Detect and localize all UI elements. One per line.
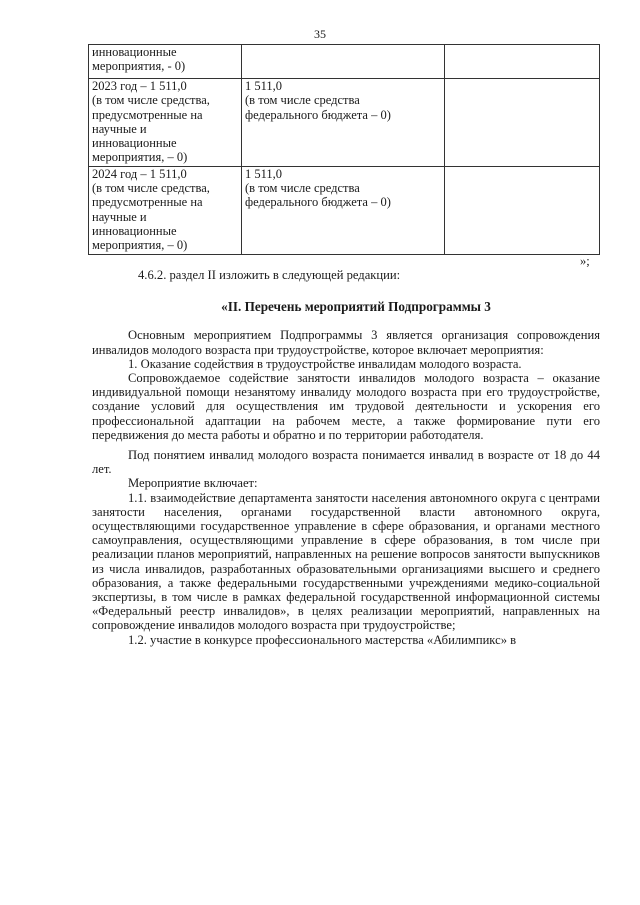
cell-text: федерального бюджета – 0) xyxy=(245,195,391,210)
paragraph: 1. Оказание содействия в трудоустройстве инвалидам молодого возраста. xyxy=(128,356,522,371)
cell-text: предусмотренные на xyxy=(92,195,203,210)
cell-text: инновационные xyxy=(92,136,177,151)
cell-text: мероприятия, – 0) xyxy=(92,238,188,253)
table-cell xyxy=(242,45,445,79)
cell-text: научные и xyxy=(92,209,147,224)
cell-text: 1 511,0 xyxy=(245,79,283,93)
closing-quote: »; xyxy=(580,254,590,268)
paragraph: Основным мероприятием Подпрограммы 3 является организация сопровождения инвалидов молодого возраста при трудоустройстве, которое включает мероприятия: xyxy=(92,328,600,357)
table-cell xyxy=(89,79,242,167)
cell-text: (в том числе средства, xyxy=(92,181,210,196)
table-cell xyxy=(445,79,600,167)
cell-text: предусмотренные на xyxy=(92,107,203,122)
paragraph: Сопровождаемое содействие занятости инвалидов молодого возраста – оказание индивидуальной помощи незанятому инвалиду молодого возраста при его трудоустройстве, создание условий для осуществления им трудовой деятельности и ускорения его профессиональной адаптации на рабочем месте, а также формирование пути его передвижения до места работы и обратно и по территории работодателя. xyxy=(92,371,600,442)
table-row xyxy=(89,45,600,79)
section-heading: «II. Перечень мероприятий Подпрограммы 3 xyxy=(221,299,491,315)
paragraph: 1.1. взаимодействие департамента занятости населения автономного округа с центрами занятости населения, органами государственной власти автономного округа, осуществляющими государственное управление в сфере образования, и органами местного самоуправления, осуществляющими управление в сфере образования, в том числе при реализации планов мероприятий, направленных на решение вопросов занятости выпускников из числа инвалидов, разработанных образовательными организациями высшего и среднего образования, а также федеральными государственными учреждениями медико-социальной экспертизы, в том числе в рамках федеральной государственной информационной системы «Федеральный реестр инвалидов», в целях реализации мероприятий, направленных на сопровождение инвалидов молодого возраста при трудоустройстве; xyxy=(92,490,600,633)
cell-text: 1 511,0 xyxy=(245,166,283,181)
cell-text: мероприятия, - 0) xyxy=(92,59,186,74)
cell-text: федерального бюджета – 0) xyxy=(245,107,391,122)
cell-text: научные и xyxy=(92,121,147,136)
cell-text: (в том числе средства xyxy=(245,93,360,108)
document-body xyxy=(92,268,600,647)
paragraph: Под понятием инвалид молодого возраста понимается инвалид в возрасте от 18 до 44 лет. xyxy=(92,448,600,477)
cell-text: инновационные xyxy=(92,223,177,238)
table-row xyxy=(89,166,600,254)
table-cell xyxy=(89,45,242,79)
table-cell xyxy=(242,166,445,254)
table-cell xyxy=(445,166,600,254)
cell-text: (в том числе средства xyxy=(245,181,360,196)
table-row xyxy=(89,79,600,167)
table-cell xyxy=(242,79,445,167)
cell-text: 2023 год – 1 511,0 xyxy=(92,79,187,93)
page-number: 35 xyxy=(314,27,326,41)
cell-text: (в том числе средства, xyxy=(92,93,210,108)
cell-text: 2024 год – 1 511,0 xyxy=(92,166,187,181)
section-intro: 4.6.2. раздел II изложить в следующей редакции: xyxy=(138,268,401,282)
funding-table xyxy=(88,44,600,255)
cell-text: инновационные xyxy=(92,45,177,59)
paragraph: 1.2. участие в конкурсе профессионального мастерства «Абилимпикс» в xyxy=(128,632,517,647)
table-cell xyxy=(89,166,242,254)
cell-text: мероприятия, – 0) xyxy=(92,150,188,165)
table-cell xyxy=(445,45,600,79)
paragraph: Мероприятие включает: xyxy=(128,476,258,491)
